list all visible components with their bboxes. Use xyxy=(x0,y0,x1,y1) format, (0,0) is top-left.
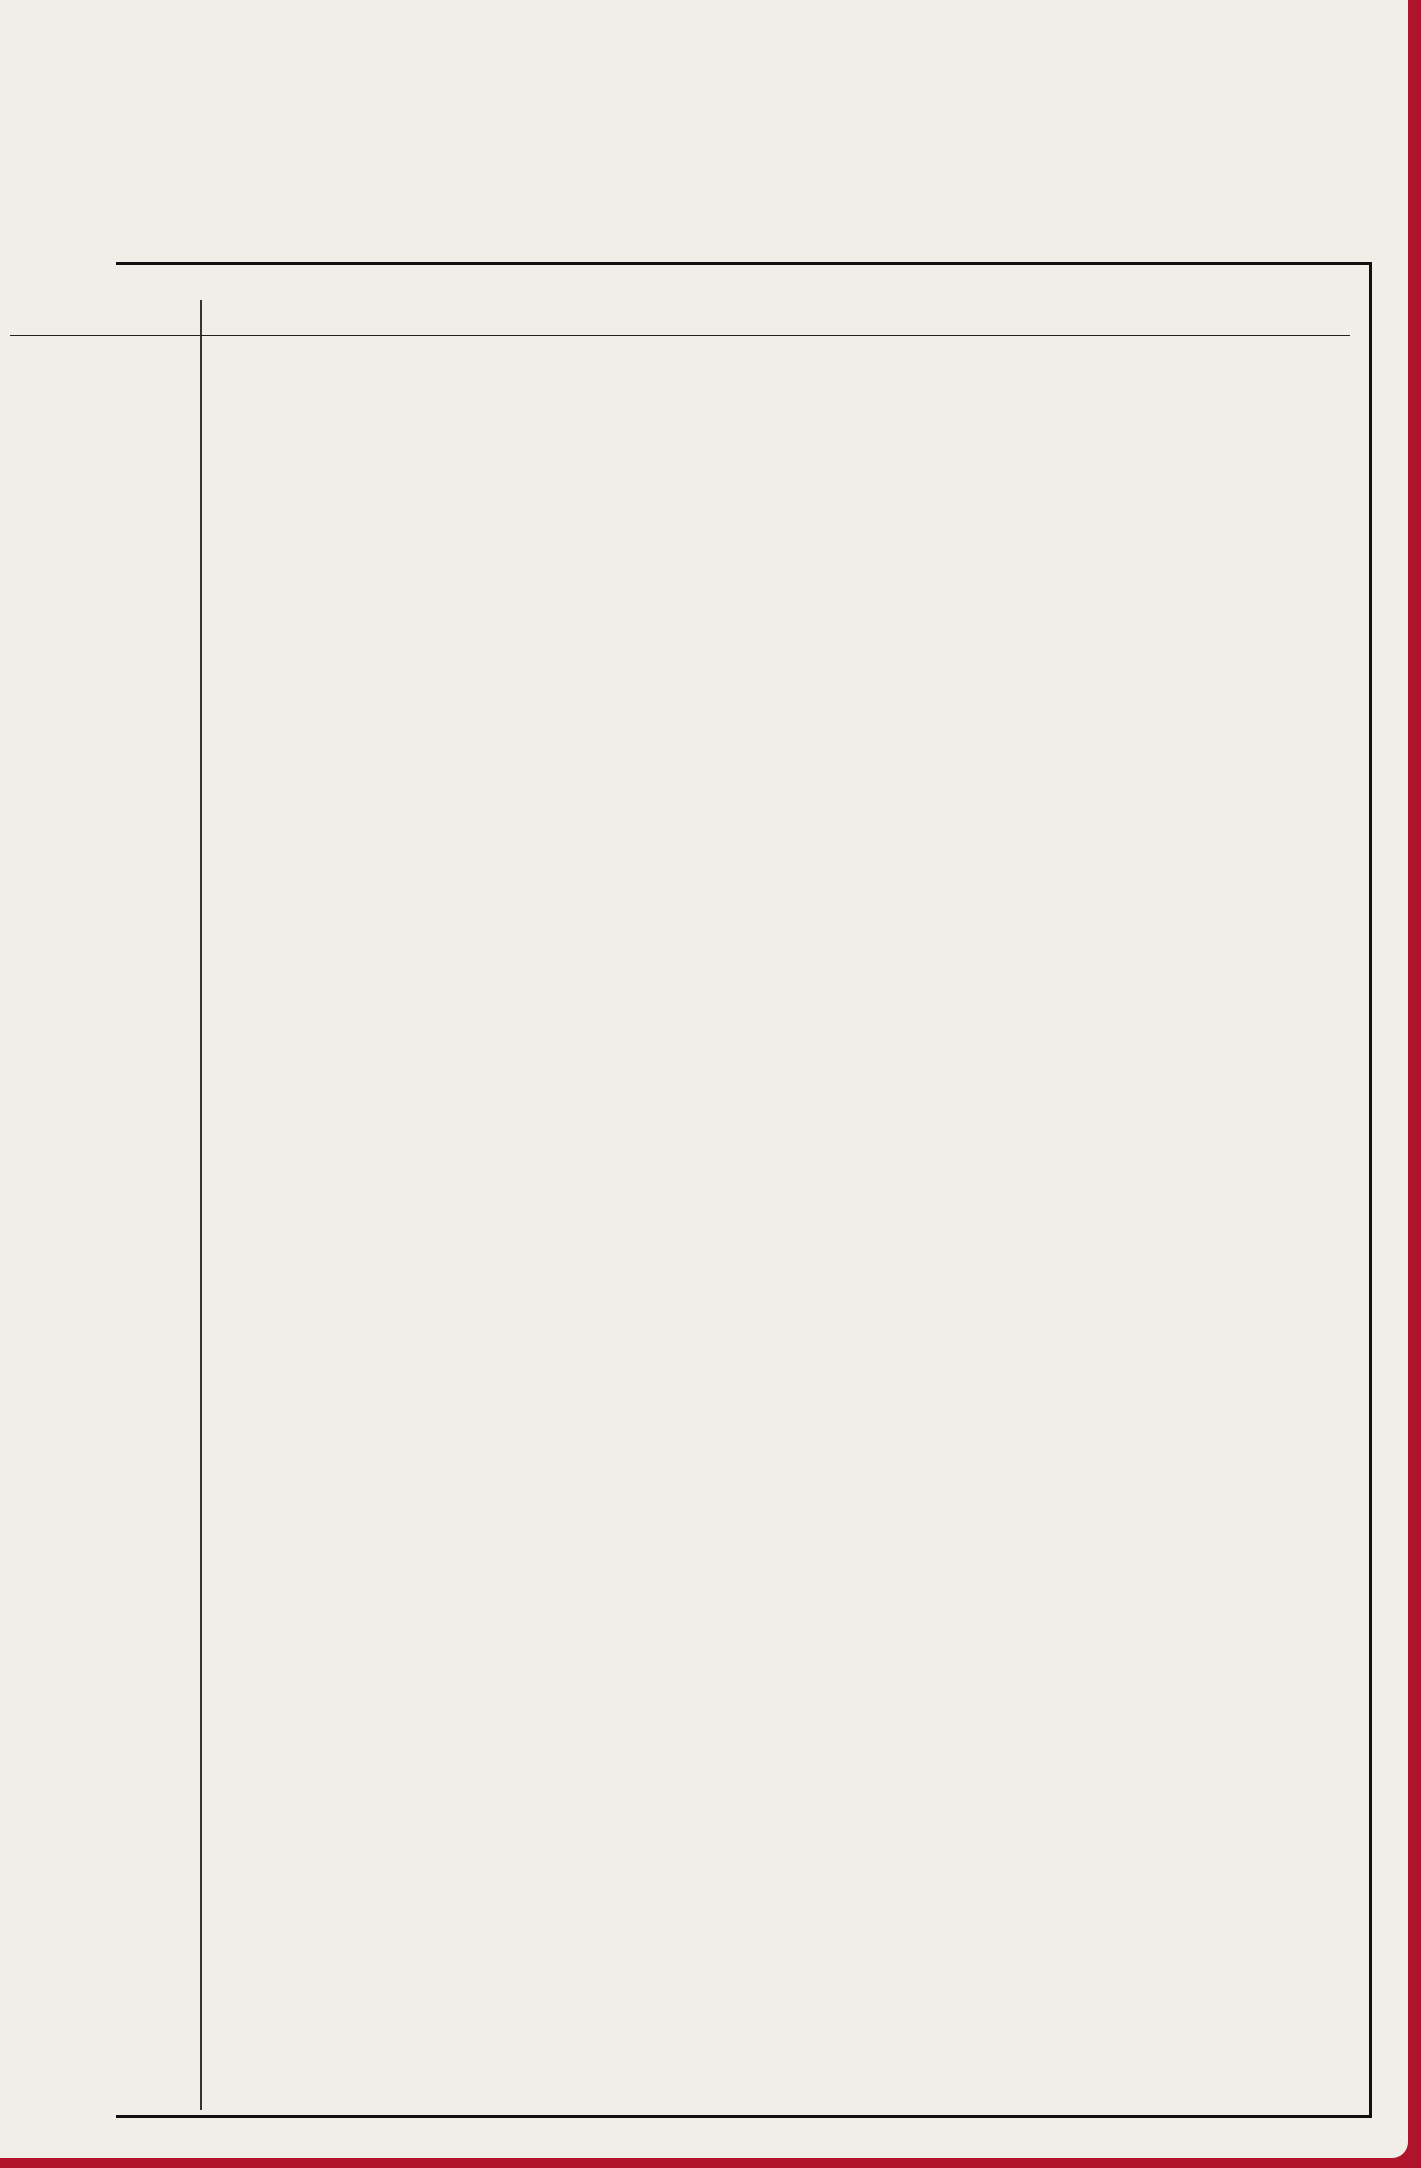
verse-number-row xyxy=(10,285,1350,336)
gutter-rule xyxy=(200,300,202,2110)
text-frame xyxy=(116,262,1372,2118)
